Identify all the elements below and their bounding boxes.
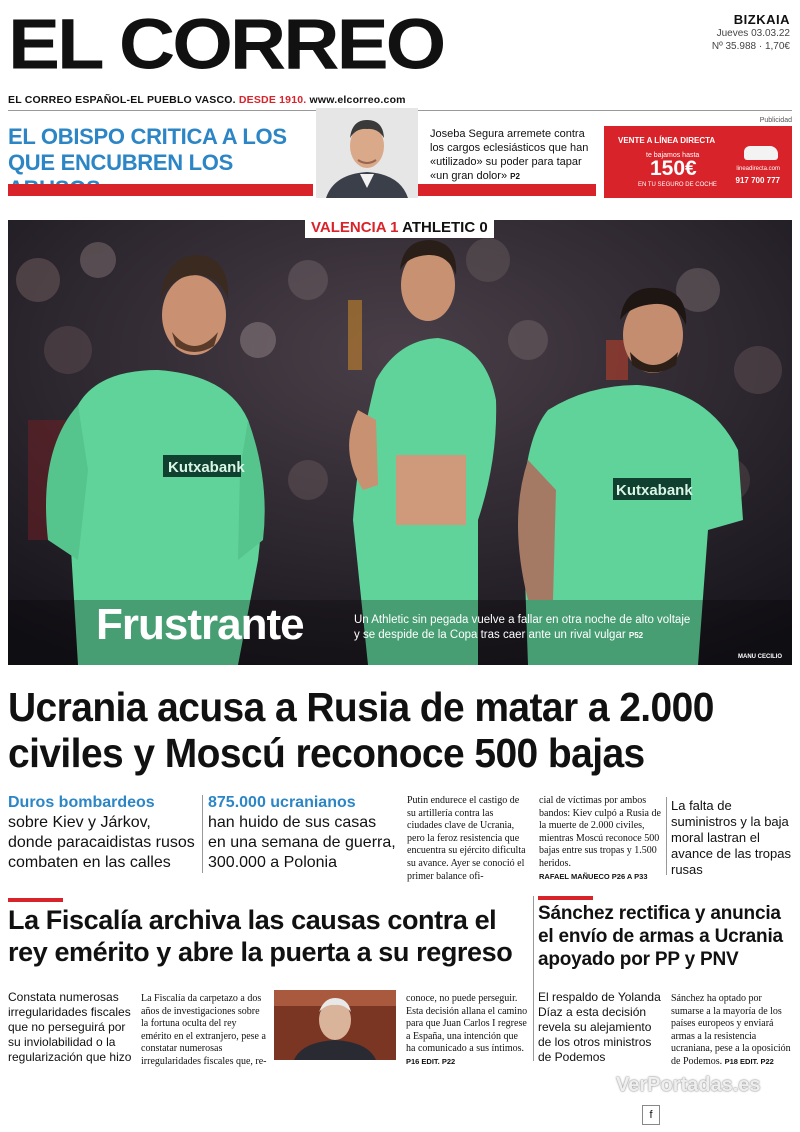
score-team2: ATHLETIC 0 xyxy=(402,219,488,236)
publicidad-label: Publicidad xyxy=(759,117,792,124)
fiscal-body-col-2-text: conoce, no puede perseguir. Esta decisión allana el camino para que Juan Carlos I regrese a España, una intención que ha comunicado a sus íntimos. xyxy=(406,993,528,1055)
main-subhead-1-text: sobre Kiev y Járkov, donde paracaidistas rusos combaten en las calles xyxy=(8,814,195,871)
score-team1: VALENCIA 1 xyxy=(311,219,399,236)
photo-credit: MANU CECILIO xyxy=(738,654,782,660)
main-subhead-2 xyxy=(208,793,398,873)
facebook-icon[interactable]: f xyxy=(642,1105,660,1125)
bishop-headline[interactable]: EL OBISPO CRITICA A LOS QUE ENCUBREN LOS xyxy=(8,124,287,175)
sanchez-lead: El respaldo de Yolanda Díaz a esta decisión revela su alejamiento de los otros ministros de Podemos xyxy=(538,990,661,1064)
tagline xyxy=(8,94,406,106)
edition-date: Jueves 03.03.22 xyxy=(716,28,790,39)
bishop-portrait-drawing xyxy=(316,108,418,198)
main-body-col-2-text: cial de víctimas por ambos bandos: Kiev culpó a Rusia de la muerte de 2.000 civiles, mientras Moscú reconoce 500 bajas entre sus tropas y 1.500 heridos. xyxy=(539,795,661,869)
ad-line3: EN TU SEGURO DE COCHE xyxy=(638,182,717,188)
verportadas-watermark: VerPortadas.es xyxy=(616,1074,761,1096)
main-subhead-2-text: han huido de sus casas en una semana de guerra, 300.000 a Polonia xyxy=(208,814,396,871)
tagline-since: DESDE 1910. xyxy=(238,94,307,106)
ad-phone: 917 700 777 xyxy=(735,176,780,185)
column-divider xyxy=(202,795,203,873)
sanchez-page-ref[interactable]: P18 EDIT. P22 xyxy=(724,1056,774,1066)
fiscal-body-col-1: La Fiscalía da carpetazo a dos años de investigaciones sobre la fortuna oculta del rey emérito en el extranjero, pese a constatar numerosas irregularidades fiscales que, re- xyxy=(141,993,267,1067)
tagline-url[interactable]: www.elcorreo.com xyxy=(309,94,406,106)
fiscal-body-col-2 xyxy=(406,993,528,1069)
lead-photo-caption xyxy=(354,613,699,643)
sanchez-headline[interactable]: Sánchez rectifica y anuncia el envío de armas a Ucrania apoyado por PP y PNV xyxy=(538,903,783,970)
main-subhead-1-highlight: Duros bombardeos xyxy=(8,794,155,811)
ad-brand: lineadirecta.com xyxy=(736,166,780,172)
red-accent-bar-2 xyxy=(418,184,596,196)
fiscal-headline[interactable]: La Fiscalía archiva las causas contra el rey emérito y abre la puerta a su regreso xyxy=(8,905,513,967)
ad-line1: VENTE A LÍNEA DIRECTA xyxy=(618,136,716,145)
edition-issue-price: Nº 35.988 · 1,70€ xyxy=(711,41,790,52)
match-score xyxy=(305,218,494,238)
lead-photo-headline[interactable]: Frustrante xyxy=(96,600,304,649)
main-subhead-1 xyxy=(8,793,198,873)
bishop-page-ref[interactable]: P2 xyxy=(510,172,520,181)
column-divider-2 xyxy=(666,797,667,875)
main-subhead-2-highlight: 875.000 ucranianos xyxy=(208,794,356,811)
lead-photo-caption-text: Un Athletic sin pegada vuelve a fallar en otra noche de alto voltaje y se despide de la Copa tras caer ante un rival vulgar xyxy=(354,614,691,641)
column-divider-3 xyxy=(533,896,534,1061)
main-headline[interactable]: Ucrania acusa a Rusia de matar a 2.000 civiles y Moscú reconoce 500 bajas xyxy=(8,684,714,776)
sanchez-body-text: Sánchez ha optado por sumarse a la mayoría de los países europeos y enviará armas a la resistencia ucraniana, pese a la oposición de Podemos. xyxy=(671,993,791,1067)
bishop-summary xyxy=(430,127,590,184)
main-body-byline[interactable]: RAFAEL MAÑUECO P26 A P33 xyxy=(539,871,648,881)
king-portrait-drawing xyxy=(274,990,396,1060)
fiscal-page-ref[interactable]: P16 EDIT. P22 xyxy=(406,1056,456,1066)
red-accent-tab-2 xyxy=(538,896,593,900)
tagline-main: EL CORREO ESPAÑOL-EL PUEBLO VASCO. xyxy=(8,94,236,106)
bishop-portrait xyxy=(316,108,418,198)
svg-text:Kutxabank: Kutxabank xyxy=(616,482,693,499)
king-portrait xyxy=(274,990,396,1060)
car-icon xyxy=(744,146,778,160)
main-body-col-2 xyxy=(539,795,663,883)
bishop-summary-text: Joseba Segura arremete contra los cargos eclesiásticos que han «utilizado» su poder para tapar «un gran dolor» xyxy=(430,128,589,182)
svg-text:Kutxabank: Kutxabank xyxy=(168,459,245,476)
ad-price: 150€ xyxy=(650,157,697,180)
red-accent-tab xyxy=(8,898,63,902)
red-accent-bar xyxy=(8,184,313,196)
edition-region: BIZKAIA xyxy=(733,12,790,27)
lead-photo[interactable] xyxy=(8,220,792,665)
football-players-illustration xyxy=(8,220,792,665)
main-side-note: La falta de suministros y la baja moral lastran el avance de las tropas rusas xyxy=(671,798,791,877)
lead-photo-page-ref[interactable]: P52 xyxy=(628,631,644,640)
sanchez-body xyxy=(671,993,792,1069)
linea-directa-ad[interactable] xyxy=(604,126,792,198)
ad-line2: te bajamos hasta xyxy=(646,152,700,159)
edition-info xyxy=(712,12,790,53)
main-body-col-1: Putin endurece el castigo de su artillería contra las ciudades clave de Ucrania, pero la feroz resistencia que encuentra su ejército dificulta su avance. Ayer se conoció el primer balance ofi- xyxy=(407,795,526,882)
fiscal-lead: Constata numerosas irregularidades fiscales que no perseguirá por su inviolabilidad o la regularización que hizo xyxy=(8,990,132,1064)
masthead-title: EL CORREO xyxy=(8,3,444,85)
